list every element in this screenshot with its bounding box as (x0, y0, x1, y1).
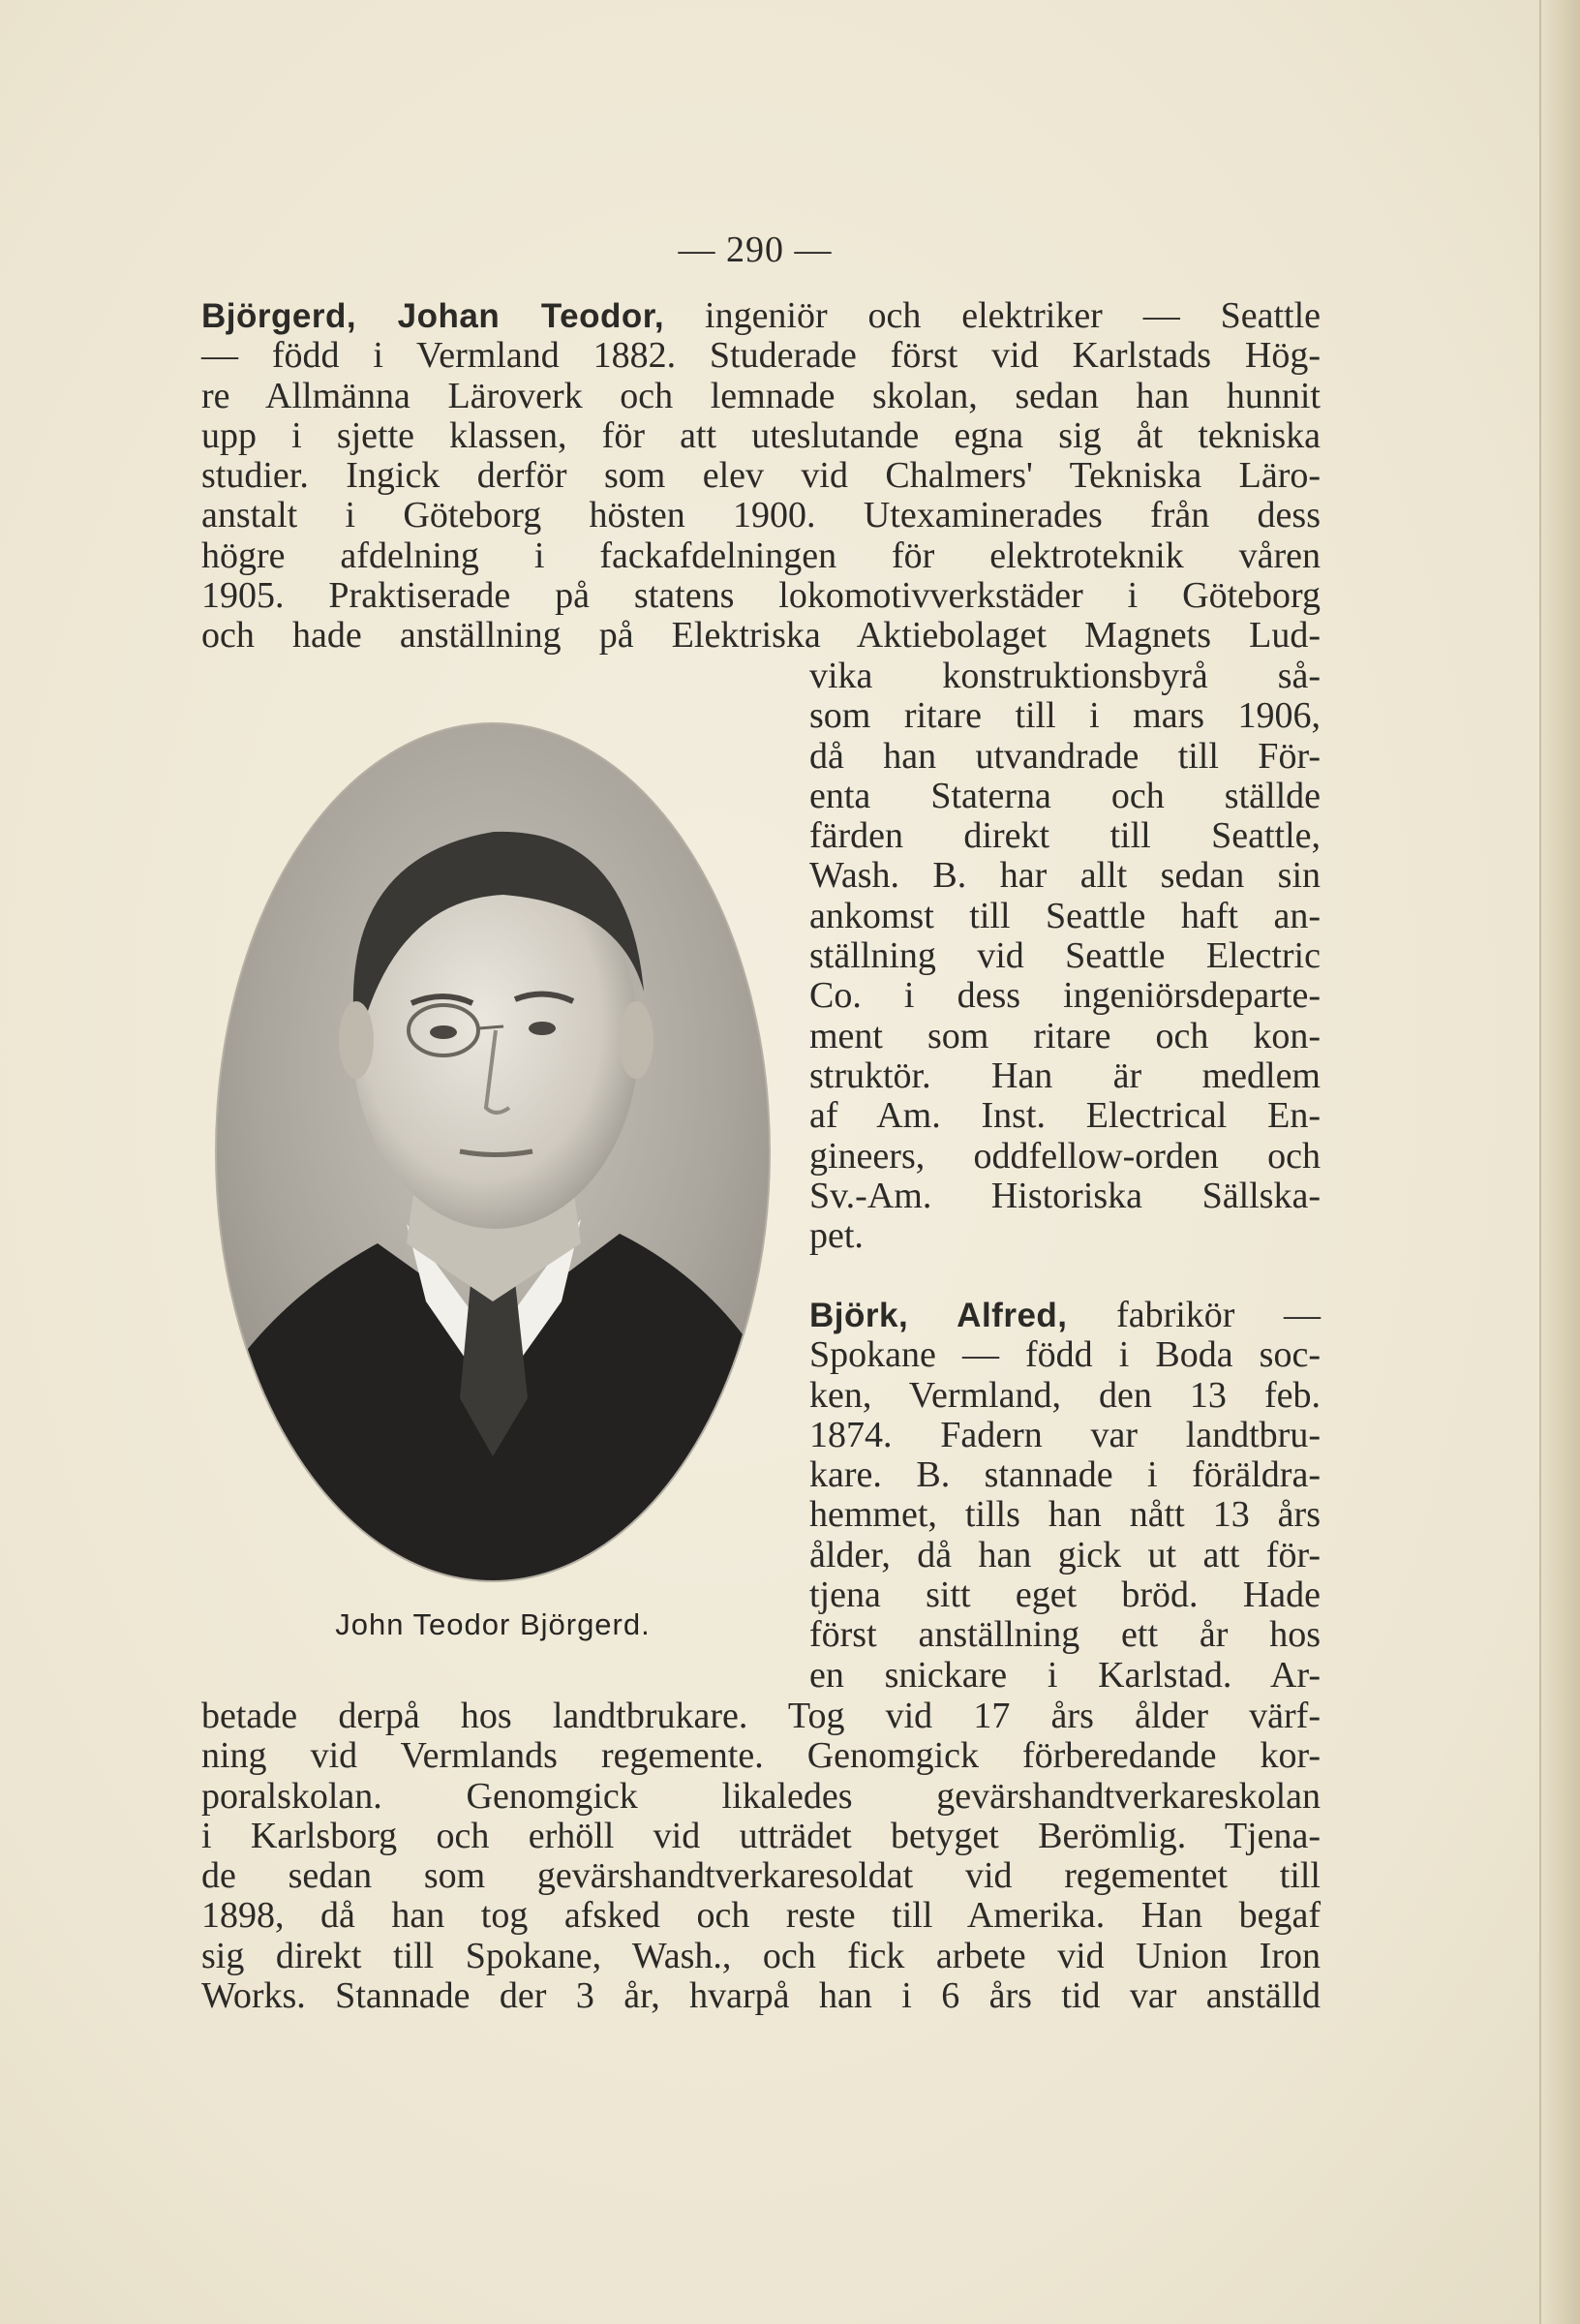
portrait-photo (213, 720, 773, 1584)
portrait-caption: John Teodor Björgerd. (335, 1607, 651, 1641)
text-line: gineers, oddfellow-orden och (809, 1135, 1321, 1177)
text-line: enta Staterna och ställde (809, 775, 1321, 816)
text-line: ken, Vermland, den 13 feb. (809, 1374, 1321, 1416)
text-line: Spokane — född i Boda soc- (809, 1334, 1321, 1376)
text-line: 1874. Fadern var landtbru- (809, 1414, 1321, 1455)
text-line: Works. Stannade der 3 år, hvarpå han i 6 års tid var anställd (201, 1975, 1321, 2017)
text-line: af Am. Inst. Electrical En- (809, 1095, 1321, 1137)
text-line: hemmet, tills han nått 13 års (809, 1494, 1321, 1536)
text-line: ment som ritare och kon- (809, 1015, 1321, 1056)
entry-bjork-bottom (201, 1697, 1321, 2016)
text-line: vika konstruktionsbyrå så- (809, 656, 1321, 696)
text-line: Co. i dess ingeniörsdeparte- (809, 975, 1321, 1017)
text-line: Björk, Alfred, fabrikör — (809, 1295, 1321, 1335)
text-line: då han utvandrade till För- (809, 735, 1321, 777)
page-number: — 290 — (678, 229, 833, 270)
text-line: re Allmänna Läroverk och lemnade skolan, sedan han hunnit (201, 375, 1321, 416)
text-line: pet. (809, 1215, 864, 1257)
text-line: först anställning ett år hos (809, 1614, 1321, 1656)
portrait-illustration (213, 720, 773, 1584)
text-line: som ritare till i mars 1906, (809, 695, 1321, 737)
text-line: i Karlsborg och erhöll vid utträdet betyget Berömlig. Tjena- (201, 1815, 1321, 1856)
text-line: 1905. Praktiserade på statens lokomotivverkstäder i Göteborg (201, 575, 1321, 617)
text-line: ankomst till Seattle haft an- (809, 895, 1321, 936)
text-line: — född i Vermland 1882. Studerade först vid Karlstads Hög- (201, 335, 1321, 377)
text-line: ålder, då han gick ut att för- (809, 1534, 1321, 1575)
text-line: Sv.-Am. Historiska Sällska- (809, 1175, 1321, 1216)
text-line: Wash. B. har allt sedan sin (809, 855, 1321, 897)
text-line: ställning vid Seattle Electric (809, 935, 1321, 977)
text-line: kare. B. stannade i föräldra- (809, 1454, 1321, 1496)
text-line: sig direkt till Spokane, Wash., och fick arbete vid Union Iron (201, 1935, 1321, 1976)
text-line: poralskolan. Genomgick likaledes gevärshandtverkareskolan (201, 1775, 1321, 1817)
text-line: upp i sjette klassen, för att uteslutande egna sig åt tekniska (201, 414, 1321, 456)
text-line: högre afdelning i fackafdelningen för elektroteknik våren (201, 535, 1321, 576)
entry-bjork-column (809, 1296, 1321, 1696)
text-line: ning vid Vermlands regemente. Genomgick förberedande kor- (201, 1735, 1321, 1777)
entry-name: Björk, Alfred, (809, 1297, 1068, 1334)
text-line: Björgerd, Johan Teodor, ingeniör och elektriker — Seattle (201, 295, 1321, 336)
page-spine-edge (1539, 0, 1580, 2324)
text-line: anstalt i Göteborg hösten 1900. Utexaminerades från dess (201, 495, 1321, 536)
entry-bjorgerd-column (809, 657, 1321, 1256)
text-line: betade derpå hos landtbrukare. Tog vid 17 års ålder värf- (201, 1696, 1321, 1736)
text-line: och hade anställning på Elektriska Aktiebolaget Magnets Lud- (201, 615, 1321, 657)
text-line: de sedan som gevärshandtverkaresoldat vid regementet till (201, 1855, 1321, 1897)
text-line: 1898, då han tog afsked och reste till Amerika. Han begaf (201, 1895, 1321, 1937)
entry-name: Björgerd, Johan Teodor, (201, 297, 665, 335)
text-line: studier. Ingick derför som elev vid Chalmers' Tekniska Läro- (201, 455, 1321, 497)
entry-bjorgerd-top (201, 296, 1321, 657)
text-line: färden direkt till Seattle, (809, 815, 1321, 857)
text-line: struktör. Han är medlem (809, 1055, 1321, 1096)
text-line: tjena sitt eget bröd. Hade (809, 1575, 1321, 1616)
text-line: en snickare i Karlstad. Ar- (809, 1654, 1321, 1696)
